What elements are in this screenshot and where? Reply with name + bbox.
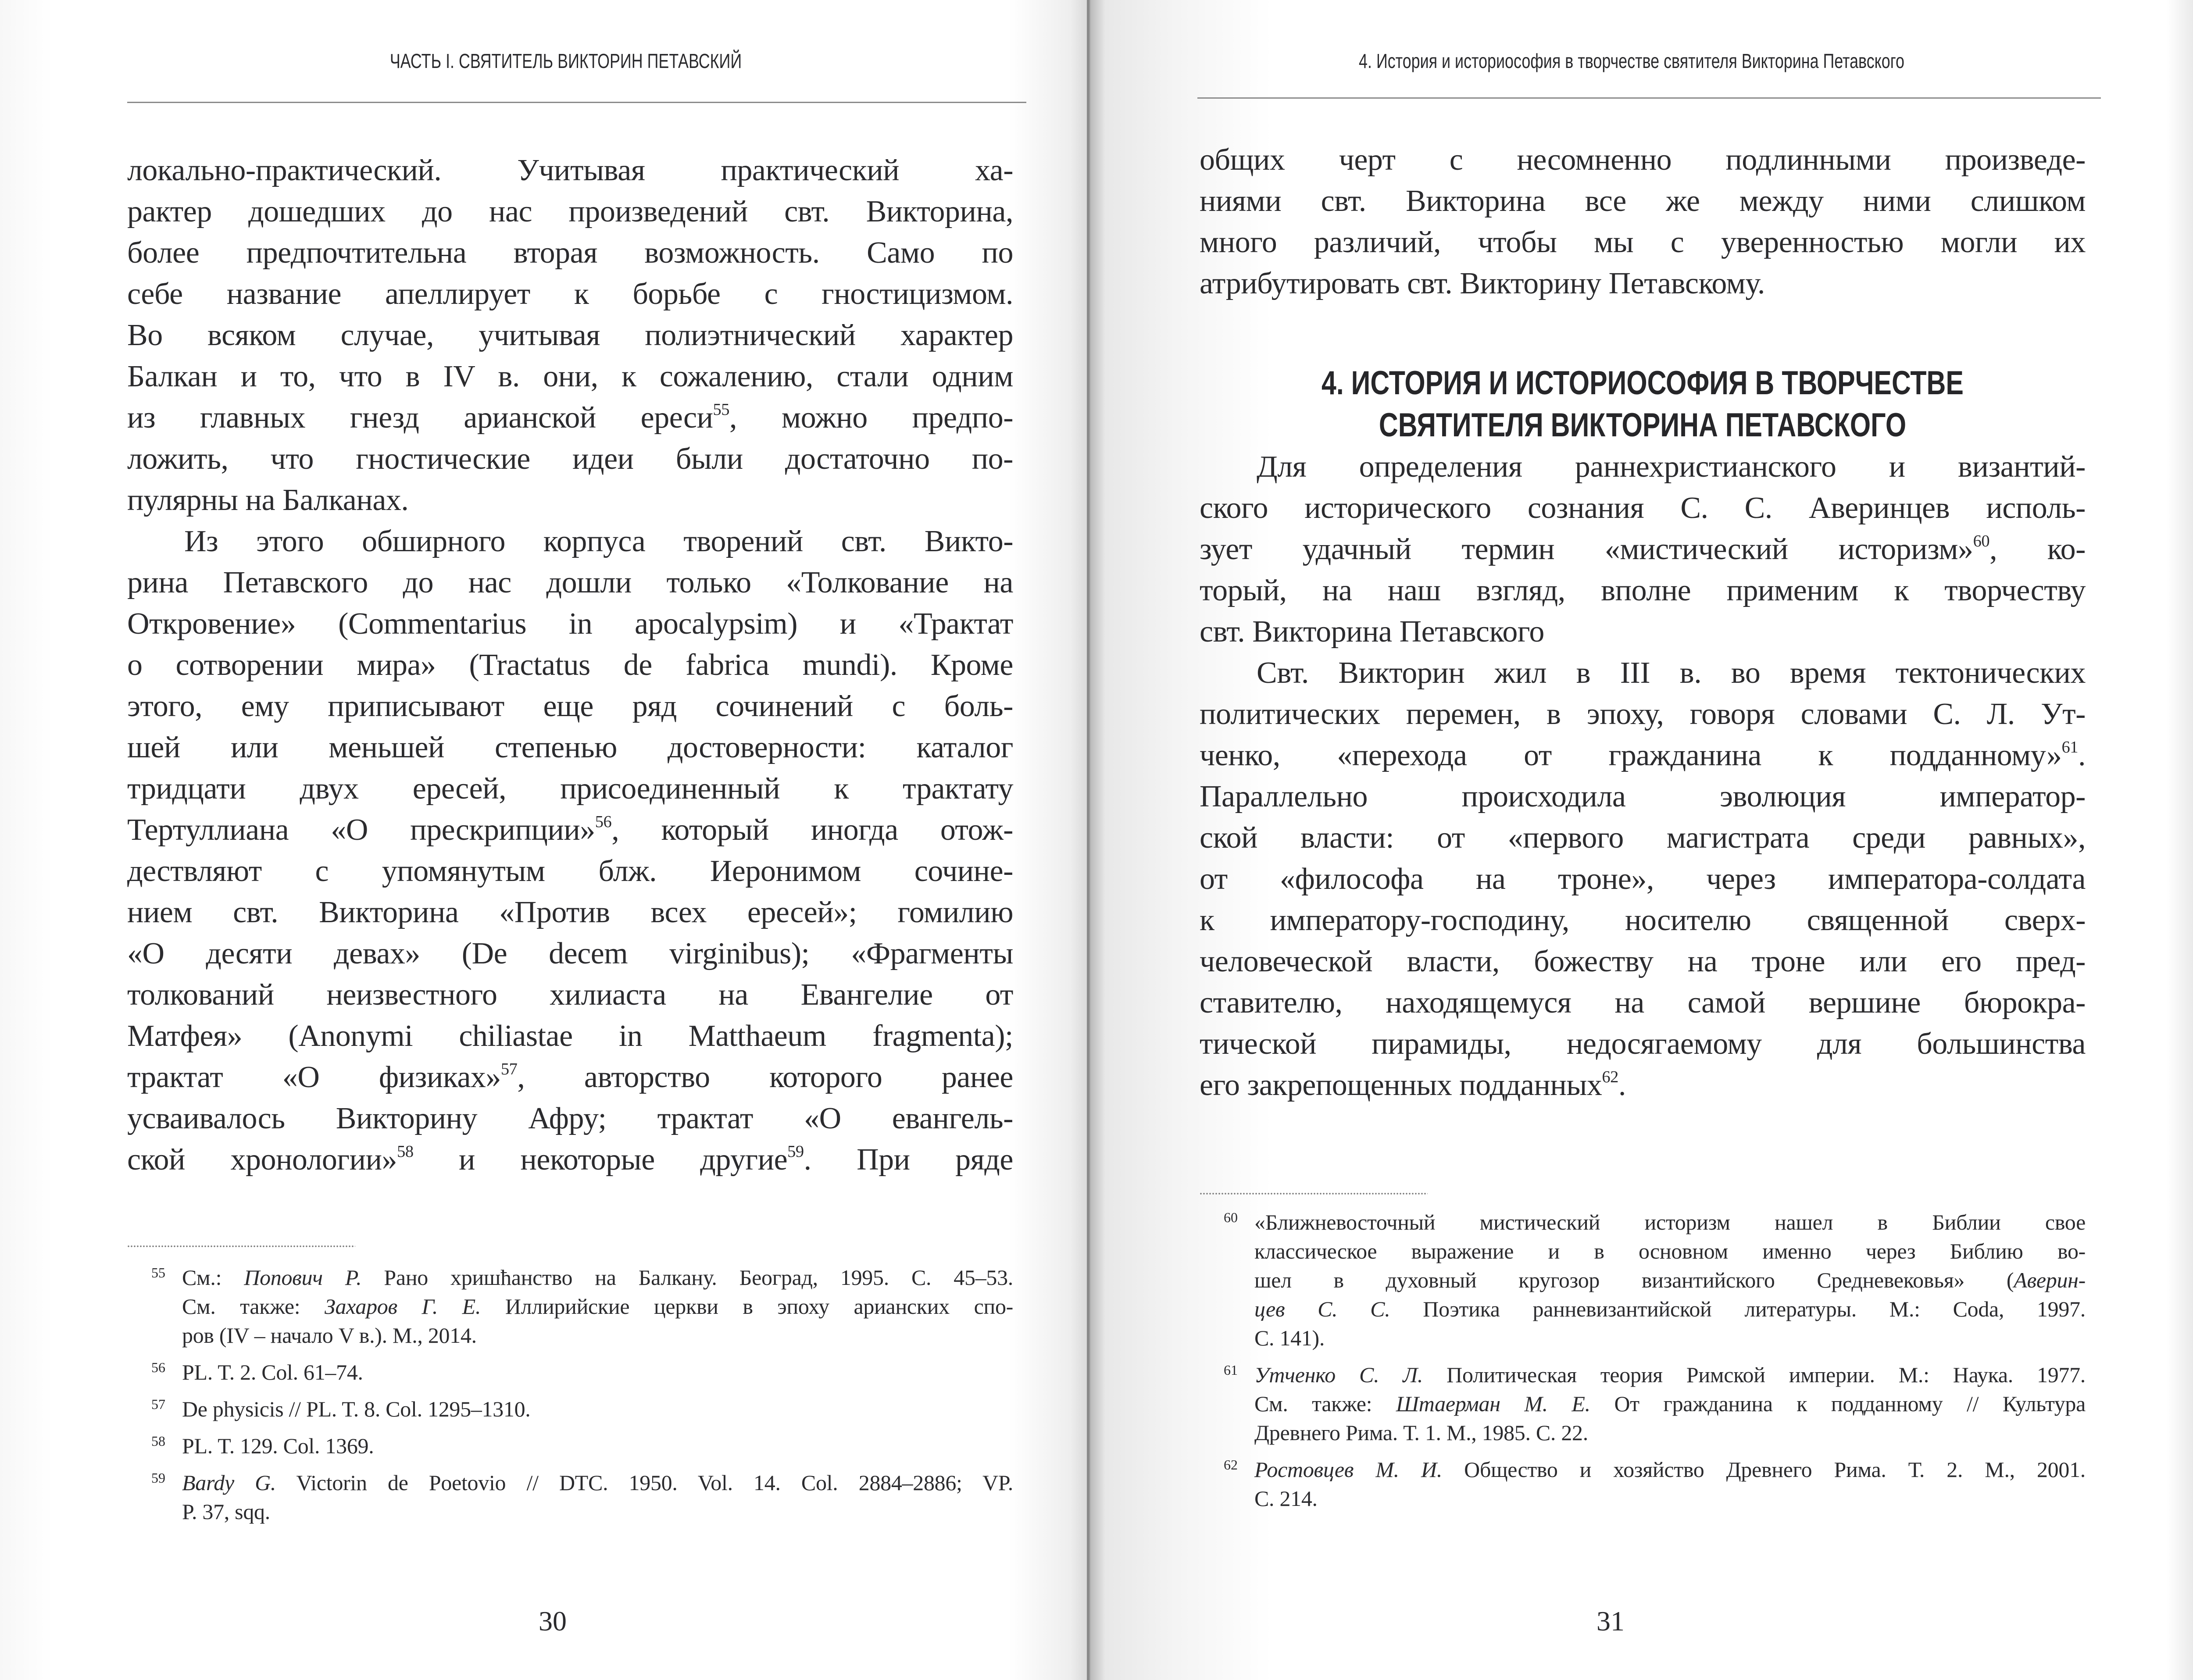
body-line: ниями свт. Викторина все же между ними слишком: [1200, 184, 2086, 218]
footnote-author: Bardy G.: [182, 1470, 276, 1495]
footnote-line: шел в духовный кругозор византийского Средневековья» (Аверин-: [1254, 1268, 2086, 1292]
body-line: ской хронологии»$^{58}$ и некоторые другие$^{59}$. При ряде: [127, 1142, 1013, 1177]
footnote-author: Захаров Г. Е.: [325, 1294, 481, 1319]
right-footnote-separator: [1200, 1192, 1428, 1195]
footnote: [127, 1468, 1013, 1526]
footnote-ref: 61: [2061, 738, 2078, 757]
right-header-rule: [1197, 97, 2101, 99]
footnote-number: 62: [1224, 1457, 1238, 1473]
body-line: Во всяком случае, учитывая полиэтнический характер: [127, 318, 1013, 352]
section-title-line: СВЯТИТЕЛЯ ВИКТОРИНА ПЕТАВСКОГО: [1379, 407, 1907, 444]
body-line: тридцати двух ересей, присоединенный к трактату: [127, 772, 1013, 806]
body-line: толкований неизвестного хилиаста на Евангелие от: [127, 978, 1013, 1012]
footnote: [127, 1395, 1013, 1423]
footnote-number: 59: [151, 1470, 165, 1486]
footnote-number: 57: [151, 1396, 165, 1412]
footnote-ref: 57: [500, 1060, 518, 1079]
body-line: шей или меньшей степенью достоверности: каталог: [127, 731, 1013, 764]
footnote-author: Штаерман М. Е.: [1396, 1391, 1590, 1416]
left-page-number: 30: [539, 1605, 567, 1637]
footnote: [127, 1358, 1013, 1387]
left-footnote-separator: [127, 1245, 355, 1248]
body-line: трактат «О физиках»$^{57}$, авторство которого ранее: [127, 1060, 1013, 1094]
body-line: зует удачный термин «мистический историзм»$^{60}$, ко-: [1200, 532, 2086, 566]
right-body-text-top: [1200, 139, 2086, 304]
body-line: торый, на наш взгляд, вполне применим к творчеству: [1200, 574, 2086, 607]
body-line: локально-практический. Учитывая практический ха-: [127, 153, 1013, 187]
body-line: усваивалось Викторину Афру; трактат «О евангель-: [127, 1102, 1013, 1135]
body-line: пулярны на Балканах.: [127, 483, 409, 517]
body-line: нием свт. Викторина «Против всех ересей»; гомилию: [127, 895, 1013, 929]
footnote-line: См. также: Штаерман М. Е. От гражданина к подданному // Культура: [1254, 1391, 2086, 1416]
footnote: [1200, 1360, 2086, 1447]
footnote: [1200, 1208, 2086, 1352]
footnote-line: Ростовцев М. И. Общество и хозяйство Древнего Рима. Т. 2. М., 2001.: [1254, 1457, 2086, 1482]
footnote-number: 56: [151, 1359, 165, 1375]
body-line: ченко, «перехода от гражданина к подданному»$^{61}$.: [1200, 738, 2086, 772]
body-line: Из этого обширного корпуса творений свт. Викто-: [184, 524, 1013, 558]
footnote-line: С. 141).: [1254, 1326, 1325, 1350]
body-line: его закрепощенных подданных$^{62}$.: [1200, 1068, 1626, 1102]
footnote-line: Bardy G. Victorin de Poetovio // DTC. 1950. Vol. 14. Col. 2884–2886; VP.: [182, 1470, 1013, 1495]
body-line: общих черт с несомненно подлинными произведе-: [1200, 143, 2086, 177]
right-running-head: 4. История и историософия в творчестве святителя Викторина Петавского: [1359, 50, 1904, 72]
body-line: рактер дошедших до нас произведений свт. Викторина,: [127, 195, 1013, 228]
left-footnotes: [127, 1263, 1013, 1534]
footnote-author: Попович Р.: [244, 1265, 362, 1290]
right-body-text: [1200, 446, 2086, 1106]
left-body-text: [127, 150, 1013, 1181]
footnote: [127, 1431, 1013, 1460]
footnote-line: С. 214.: [1254, 1486, 1318, 1511]
body-line: Матфея» (Anonymi chiliastae in Matthaeum fragmenta);: [127, 1019, 1013, 1053]
footnote-author: Утченко С. Л.: [1254, 1363, 1423, 1387]
body-line: ложить, что гностические идеи были достаточно по-: [127, 442, 1013, 476]
body-line: Для определения раннехристианского и византий-: [1257, 450, 2086, 484]
footnote-number: 58: [151, 1433, 165, 1449]
body-line: свт. Викторина Петавского: [1200, 615, 1544, 649]
body-line: рина Петавского до нас дошли только «Толкование на: [127, 566, 1013, 599]
footnote-line: См. также: Захаров Г. Е. Иллирийские церкви в эпоху арианских спо-: [182, 1294, 1013, 1319]
body-line: Тертуллиана «О прескрипции»$^{56}$, который иногда отож-: [127, 813, 1013, 847]
body-line: себе название апеллирует к борьбе с гностицизмом.: [127, 277, 1013, 311]
body-line: ставителю, находящемуся на самой вершине бюрокра-: [1200, 986, 2086, 1020]
footnote: [127, 1263, 1013, 1350]
body-line: о сотворении мира» (Tractatus de fabrica mundi). Кроме: [127, 648, 1013, 682]
footnote-number: 61: [1224, 1362, 1238, 1378]
footnote-line: цев С. С. Поэтика ранневизантийской литературы. М.: Coda, 1997.: [1254, 1297, 2086, 1321]
left-header-rule: [127, 102, 1026, 103]
body-line: «О десяти девах» (De decem virginibus); «Фрагменты: [127, 937, 1013, 970]
body-line: от «философа на троне», через императора-солдата: [1200, 862, 2086, 896]
body-line: более предпочтительна вторая возможность. Само по: [127, 236, 1013, 270]
footnote-ref: 56: [595, 813, 612, 831]
body-line: дествляют с упомянутым блж. Иеронимом сочине-: [127, 854, 1013, 888]
footnote-line: De physicis // PL. T. 8. Col. 1295–1310.: [182, 1397, 531, 1421]
footnote-line: PL. T. 2. Col. 61–74.: [182, 1360, 363, 1384]
body-line: человеческой власти, божеству на троне или его пред-: [1200, 945, 2086, 978]
left-running-head: ЧАСТЬ I. СВЯТИТЕЛЬ ВИКТОРИН ПЕТАВСКИЙ: [389, 50, 742, 72]
body-line: Параллельно происходила эволюция император-: [1200, 780, 2086, 813]
right-page-number: 31: [1597, 1605, 1625, 1637]
footnote-line: См.: Попович Р. Рано хришћанство на Балкану. Београд, 1995. С. 45–53.: [182, 1265, 1014, 1290]
footnote: [1200, 1455, 2086, 1513]
body-line: из главных гнезд арианской ереси$^{55}$, можно предпо-: [127, 400, 1014, 435]
footnote-number: 60: [1224, 1209, 1238, 1225]
footnote-ref: 59: [787, 1142, 804, 1161]
footnote-line: Древнего Рима. Т. 1. М., 1985. С. 22.: [1254, 1420, 1588, 1445]
body-line: политических перемен, в эпоху, говоря словами С. Л. Ут-: [1200, 697, 2086, 731]
book-gutter: [1087, 0, 1089, 1680]
right-footnotes: [1200, 1208, 2086, 1521]
footnote-line: ров (IV – начало V в.). М., 2014.: [182, 1323, 477, 1348]
footnote-line: классическое выражение и в основном именно через Библию во-: [1254, 1239, 2086, 1263]
body-line: атрибутировать свт. Викторину Петавскому.: [1200, 267, 1765, 300]
body-line: ской власти: от «первого магистрата среди равных»,: [1200, 821, 2086, 855]
body-line: тической пирамиды, недосягаемому для большинства: [1200, 1027, 2086, 1061]
body-line: этого, ему приписывают еще ряд сочинений с боль-: [127, 689, 1013, 723]
section-title-line: 4. ИСТОРИЯ И ИСТОРИОСОФИЯ В ТВОРЧЕСТВЕ: [1322, 364, 1964, 402]
footnote-author: цев С. С.: [1254, 1297, 1390, 1321]
body-line: Свт. Викторин жил в III в. во время тектонических: [1257, 656, 2086, 690]
body-line: много различий, чтобы мы с уверенностью могли их: [1200, 225, 2086, 259]
footnote-ref: 55: [713, 400, 730, 419]
footnote-number: 55: [151, 1265, 165, 1281]
footnote-line: PL. T. 129. Col. 1369.: [182, 1434, 374, 1458]
footnote-line: P. 37, sqq.: [182, 1499, 270, 1524]
footnote-ref: 58: [397, 1142, 414, 1161]
section-title: [1200, 362, 2086, 446]
footnote-line: «Ближневосточный мистический историзм нашел в Библии свое: [1254, 1210, 2086, 1234]
footnote-author: Ростовцев М. И.: [1254, 1457, 1443, 1482]
body-line: Балкан и то, что в IV в. они, к сожалению, стали одним: [127, 360, 1013, 393]
footnote-line: Утченко С. Л. Политическая теория Римской империи. М.: Наука. 1977.: [1254, 1363, 2086, 1387]
footnote-ref: 60: [1973, 532, 1990, 551]
body-line: к императору-господину, носителю священной сверх-: [1200, 903, 2086, 937]
footnote-ref: 62: [1602, 1068, 1618, 1087]
body-line: ского исторического сознания С. С. Аверинцев исполь-: [1200, 491, 2086, 525]
body-line: Откровение» (Commentarius in apocalypsim) и «Трактат: [127, 607, 1013, 641]
footnote-author: Аверин-: [2014, 1268, 2086, 1292]
